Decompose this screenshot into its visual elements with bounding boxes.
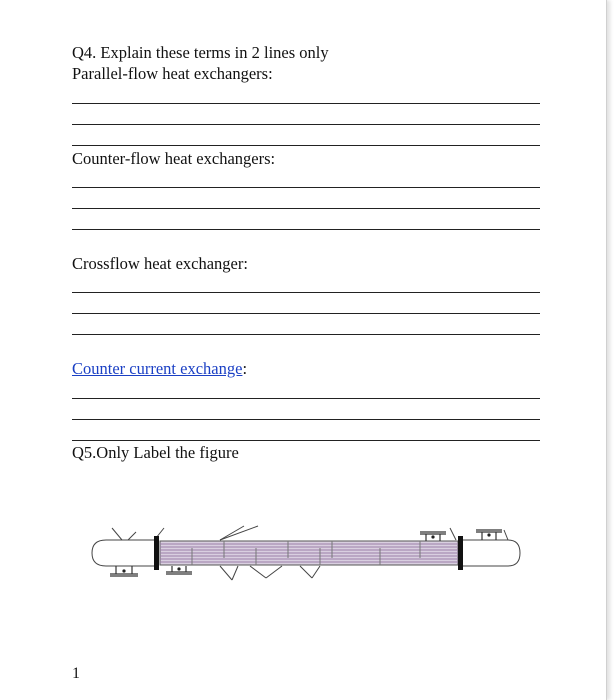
- answer-line: [72, 398, 540, 399]
- left-head: [92, 540, 156, 566]
- answer-line: [72, 334, 540, 335]
- shell-and-tube-heat-exchanger-diagram: [80, 516, 540, 586]
- term-counter-current: [72, 359, 247, 379]
- term-crossflow: Crossflow heat exchanger:: [72, 254, 248, 273]
- answer-line: [72, 292, 540, 293]
- right-tube-sheet: [458, 536, 463, 570]
- answer-line: [72, 229, 540, 230]
- answer-line: [72, 145, 540, 146]
- answer-line: [72, 187, 540, 188]
- q4-heading: Q4. Explain these terms in 2 lines only: [72, 43, 329, 62]
- term-parallel-flow: Parallel-flow heat exchangers:: [72, 64, 273, 83]
- answer-line: [72, 313, 540, 314]
- left-tube-sheet: [154, 536, 159, 570]
- page-number: 1: [72, 665, 80, 682]
- answer-line: [72, 103, 540, 104]
- answer-line: [72, 208, 540, 209]
- answer-line: [72, 419, 540, 420]
- right-head: [460, 540, 520, 566]
- q5-heading: Q5.Only Label the figure: [72, 443, 239, 462]
- term-colon: :: [242, 359, 248, 378]
- term-counter-flow: Counter-flow heat exchangers:: [72, 149, 276, 168]
- counter-current-exchange-link[interactable]: Counter current exchange: [72, 359, 243, 378]
- answer-line: [72, 124, 540, 125]
- answer-line: [72, 440, 540, 441]
